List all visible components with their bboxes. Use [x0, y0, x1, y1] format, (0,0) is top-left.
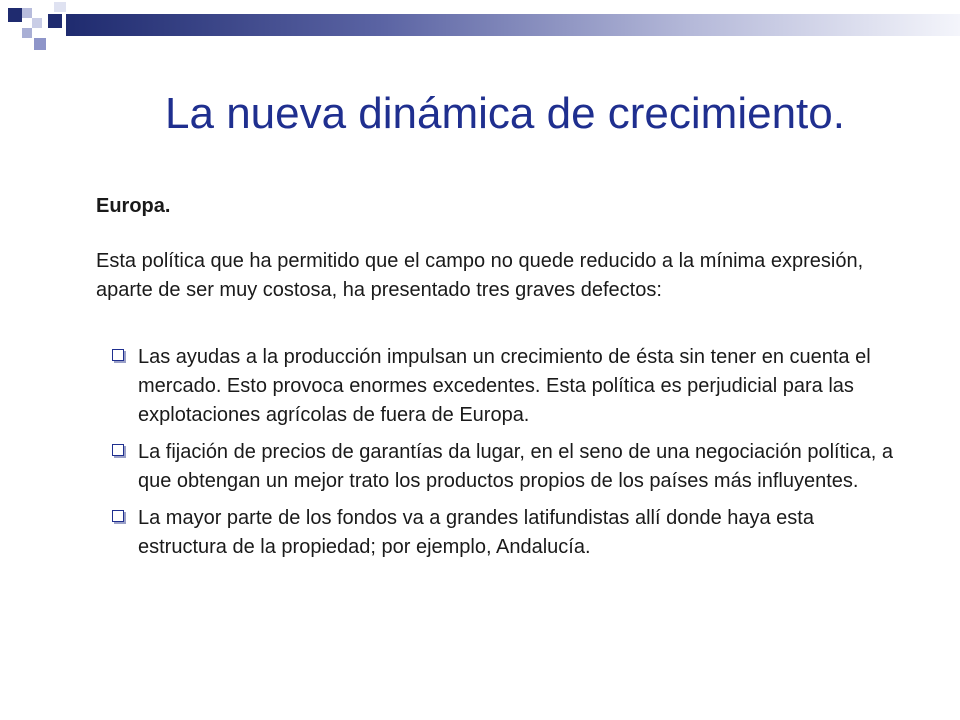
- intro-paragraph: Esta política que ha permitido que el campo no quede reducido a la mínima expresión, aparte de ser muy costosa, ha presentado tres graves defectos:: [96, 250, 864, 301]
- hollow-square-bullet-icon: [112, 349, 124, 361]
- decorative-square: [8, 8, 22, 22]
- bullet-item: [106, 504, 906, 562]
- hollow-square-bullet-icon: [112, 444, 124, 456]
- slide-body: [96, 192, 906, 570]
- decorative-square: [32, 18, 42, 28]
- section-heading: Europa.: [96, 195, 171, 217]
- bullet-item: [106, 438, 906, 496]
- bullet-list: [96, 343, 906, 562]
- decorative-square: [54, 2, 66, 12]
- decorative-square: [48, 14, 62, 28]
- bullet-text: La fijación de precios de garantías da lugar, en el seno de una negociación política, a que obtengan un mejor trato los productos propios de los países más influyentes.: [138, 441, 893, 492]
- gradient-header-bar: [66, 14, 960, 36]
- bullet-text: Las ayudas a la producción impulsan un crecimiento de ésta sin tener en cuenta el mercado. Esto provoca enormes excedentes. Esta política es perjudicial para las explotaciones agrícolas de fuera de Europa.: [138, 346, 871, 426]
- decorative-square: [22, 8, 32, 18]
- slide-title: La nueva dinámica de crecimiento.: [165, 89, 845, 138]
- bullet-item: [106, 343, 906, 430]
- hollow-square-bullet-icon: [112, 510, 124, 522]
- decorative-square: [34, 38, 46, 50]
- header-decoration: [0, 0, 960, 60]
- bullet-text: La mayor parte de los fondos va a grandes latifundistas allí donde haya esta estructura de la propiedad; por ejemplo, Andalucía.: [138, 507, 814, 558]
- decorative-square: [22, 28, 32, 38]
